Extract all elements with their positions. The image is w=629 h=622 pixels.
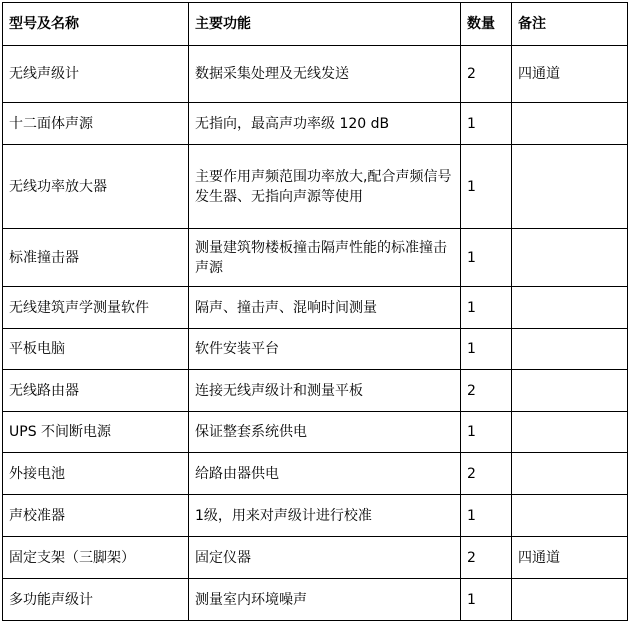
cell-quantity: 1 bbox=[461, 329, 512, 370]
table-row bbox=[3, 329, 628, 370]
cell-function: 1级，用来对声级计进行校准 bbox=[189, 495, 461, 537]
header-row bbox=[3, 3, 628, 46]
cell-quantity: 1 bbox=[461, 229, 512, 287]
cell-name: UPS 不间断电源 bbox=[3, 412, 189, 453]
cell-note bbox=[512, 287, 628, 329]
cell-name: 外接电池 bbox=[3, 453, 189, 495]
cell-quantity: 1 bbox=[461, 287, 512, 329]
cell-function: 无指向，最高声功率级 120 dB bbox=[189, 103, 461, 145]
cell-name: 无线功率放大器 bbox=[3, 145, 189, 229]
cell-note: 四通道 bbox=[512, 537, 628, 579]
cell-function: 测量建筑物楼板撞击隔声性能的标准撞击声源 bbox=[189, 229, 461, 287]
table-row bbox=[3, 145, 628, 229]
cell-function: 连接无线声级计和测量平板 bbox=[189, 370, 461, 412]
cell-note bbox=[512, 229, 628, 287]
cell-name: 平板电脑 bbox=[3, 329, 189, 370]
cell-quantity: 1 bbox=[461, 103, 512, 145]
cell-quantity: 1 bbox=[461, 495, 512, 537]
cell-name: 声校准器 bbox=[3, 495, 189, 537]
table-row bbox=[3, 537, 628, 579]
cell-name: 多功能声级计 bbox=[3, 579, 189, 621]
header-function: 主要功能 bbox=[189, 3, 461, 46]
table-row bbox=[3, 579, 628, 621]
cell-quantity: 2 bbox=[461, 453, 512, 495]
cell-note bbox=[512, 495, 628, 537]
header-name: 型号及名称 bbox=[3, 3, 189, 46]
cell-note bbox=[512, 329, 628, 370]
cell-quantity: 1 bbox=[461, 579, 512, 621]
cell-quantity: 2 bbox=[461, 46, 512, 103]
cell-function: 隔声、撞击声、混响时间测量 bbox=[189, 287, 461, 329]
cell-note bbox=[512, 412, 628, 453]
cell-quantity: 2 bbox=[461, 370, 512, 412]
cell-quantity: 1 bbox=[461, 145, 512, 229]
cell-function: 测量室内环境噪声 bbox=[189, 579, 461, 621]
cell-function: 主要作用声频范围功率放大,配合声频信号发生器、无指向声源等使用 bbox=[189, 145, 461, 229]
cell-name: 十二面体声源 bbox=[3, 103, 189, 145]
cell-name: 无线路由器 bbox=[3, 370, 189, 412]
cell-note: 四通道 bbox=[512, 46, 628, 103]
cell-note bbox=[512, 145, 628, 229]
cell-note bbox=[512, 453, 628, 495]
cell-name: 固定支架（三脚架） bbox=[3, 537, 189, 579]
table-row bbox=[3, 229, 628, 287]
cell-name: 无线声级计 bbox=[3, 46, 189, 103]
cell-quantity: 2 bbox=[461, 537, 512, 579]
cell-note bbox=[512, 579, 628, 621]
table-row bbox=[3, 453, 628, 495]
cell-function: 保证整套系统供电 bbox=[189, 412, 461, 453]
table-row bbox=[3, 103, 628, 145]
cell-function: 软件安装平台 bbox=[189, 329, 461, 370]
cell-function: 数据采集处理及无线发送 bbox=[189, 46, 461, 103]
table-row bbox=[3, 46, 628, 103]
cell-name: 无线建筑声学测量软件 bbox=[3, 287, 189, 329]
table-row bbox=[3, 287, 628, 329]
header-note: 备注 bbox=[512, 3, 628, 46]
table-row bbox=[3, 495, 628, 537]
cell-note bbox=[512, 370, 628, 412]
cell-note bbox=[512, 103, 628, 145]
cell-name: 标准撞击器 bbox=[3, 229, 189, 287]
table-row bbox=[3, 412, 628, 453]
header-quantity: 数量 bbox=[461, 3, 512, 46]
cell-function: 固定仪器 bbox=[189, 537, 461, 579]
cell-quantity: 1 bbox=[461, 412, 512, 453]
table-row bbox=[3, 370, 628, 412]
equipment-table bbox=[2, 2, 628, 621]
cell-function: 给路由器供电 bbox=[189, 453, 461, 495]
